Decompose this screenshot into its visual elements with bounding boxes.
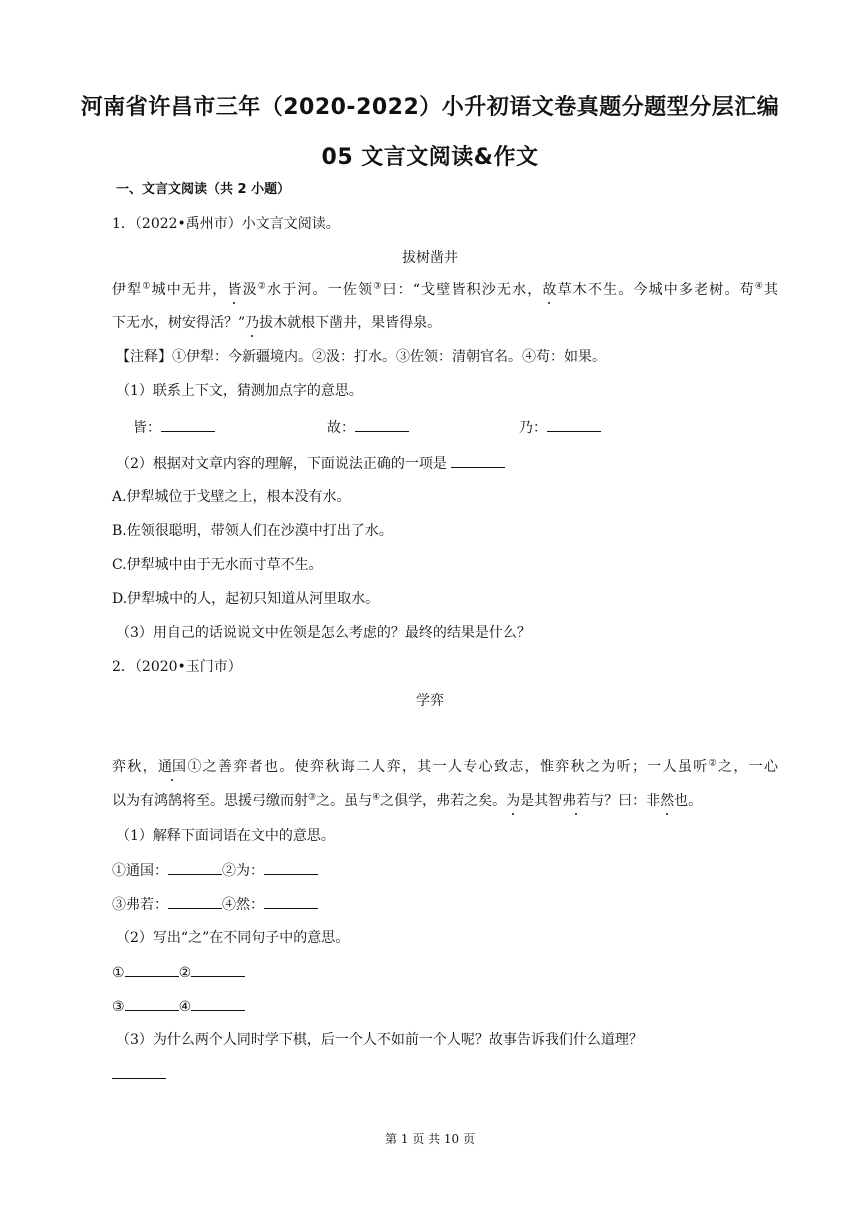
- q1-option-d: D.伊犁城中的人，起初只知道从河里取水。: [112, 591, 380, 607]
- q2-source: （2020•玉门市）: [134, 659, 242, 675]
- q1-sub1: （1）联系上下文，猜测加点字的意思。: [116, 383, 363, 399]
- q1-passage-line2: 下无水，树安得活？”乃拔木就根下凿井，果皆得泉。: [112, 315, 442, 331]
- answer-blank[interactable]: [191, 996, 245, 1011]
- q1-header: [112, 214, 340, 234]
- answer-blank[interactable]: [547, 417, 601, 432]
- q2-sub1: （1）解释下面词语在文中的意思。: [116, 828, 335, 844]
- q1-source: （2022•禹州市）小文言文阅读。: [134, 216, 340, 232]
- q1-note: 【注释】①伊犁：今新疆境内。②汲：打水。③佐领：清朝官名。④苟：如果。: [116, 349, 606, 365]
- q2-passage-line1: 弈秋，通国①之善弈者也。使弈秋诲二人弈，其一人专心致志，惟弈秋之为听；一人虽听②之，一心: [112, 758, 779, 775]
- answer-blank[interactable]: [451, 453, 505, 468]
- q1-option-b: B.佐领很聪明，带领人们在沙漠中打出了水。: [112, 523, 393, 539]
- answer-blank[interactable]: [264, 860, 318, 875]
- dotted-char: 皆: [227, 282, 242, 298]
- answer-blank[interactable]: [161, 417, 215, 432]
- q2-number: 2．: [112, 659, 135, 675]
- q2-sub2: （2）写出“之”在不同句子中的意思。: [116, 930, 350, 946]
- answer-blank[interactable]: [168, 894, 222, 909]
- answer-blank[interactable]: [125, 996, 179, 1011]
- answer-blank[interactable]: [168, 860, 222, 875]
- q1-fill-jie: 皆：: [133, 417, 215, 438]
- page-footer: 第 1 页 共 10 页: [385, 1132, 475, 1146]
- q1-passage-line1: 伊犁①城中无井，皆汲②水于河。一佐领③曰：“戈壁皆积沙无水，故草木不生。今城中多老树。苟④其: [112, 281, 779, 298]
- answer-blank[interactable]: [191, 962, 245, 977]
- answer-blank[interactable]: [125, 962, 179, 977]
- doc-title-line2: 05 文言文阅读&作文: [321, 145, 539, 170]
- q1-fill-gu: 故：: [327, 417, 409, 438]
- q2-passage-line2: 以为有鸿鹄将至。思援弓缴而射③之。虽与④之俱学，弗若之矣。为是其智弗若与？曰：非然也。: [112, 792, 703, 809]
- q2-header: [112, 657, 242, 677]
- q2-sub3: （3）为什么两个人同时学下棋，后一个人不如前一个人呢？故事告诉我们什么道理？: [116, 1032, 643, 1048]
- q2-fill-row1: ①通国： ②为：: [112, 860, 318, 881]
- dotted-char: 故: [542, 282, 557, 298]
- answer-blank[interactable]: [355, 417, 409, 432]
- dotted-char: 乃: [245, 315, 260, 331]
- q1-option-a: A.伊犁城位于戈壁之上，根本没有水。: [112, 489, 351, 505]
- q2-fill-row2: ③弗若： ④然：: [112, 894, 318, 915]
- dotted-char: 然: [660, 793, 675, 809]
- q1-number: 1．: [112, 216, 135, 232]
- dotted-char: 弗若: [562, 793, 591, 809]
- q2-passage-title: 学弈: [416, 693, 444, 709]
- q1-option-c: C.伊犁城中由于无水而寸草不生。: [112, 557, 323, 573]
- q1-sub3: （3）用自己的话说说文中佐领是怎么考虑的？最终的结果是什么？: [116, 625, 531, 641]
- dotted-char: 通国: [158, 759, 186, 775]
- answer-blank[interactable]: [264, 894, 318, 909]
- q2-fill-row4: ③ ④: [112, 996, 245, 1017]
- q2-answer-line: [112, 1064, 166, 1085]
- dotted-char: 为: [506, 793, 521, 809]
- q1-sub2: （2）根据对文章内容的理解，下面说法正确的一项是: [116, 453, 505, 474]
- q2-fill-row3: ① ②: [112, 962, 245, 983]
- doc-title-line1: 河南省许昌市三年（2020-2022）小升初语文卷真题分题型分层汇编: [80, 95, 780, 120]
- q1-fill-nai: 乃：: [519, 417, 601, 438]
- section-heading: 一、文言文阅读（共 2 小题）: [116, 182, 291, 197]
- answer-blank[interactable]: [112, 1064, 166, 1079]
- q1-passage-title: 拔树凿井: [402, 250, 458, 266]
